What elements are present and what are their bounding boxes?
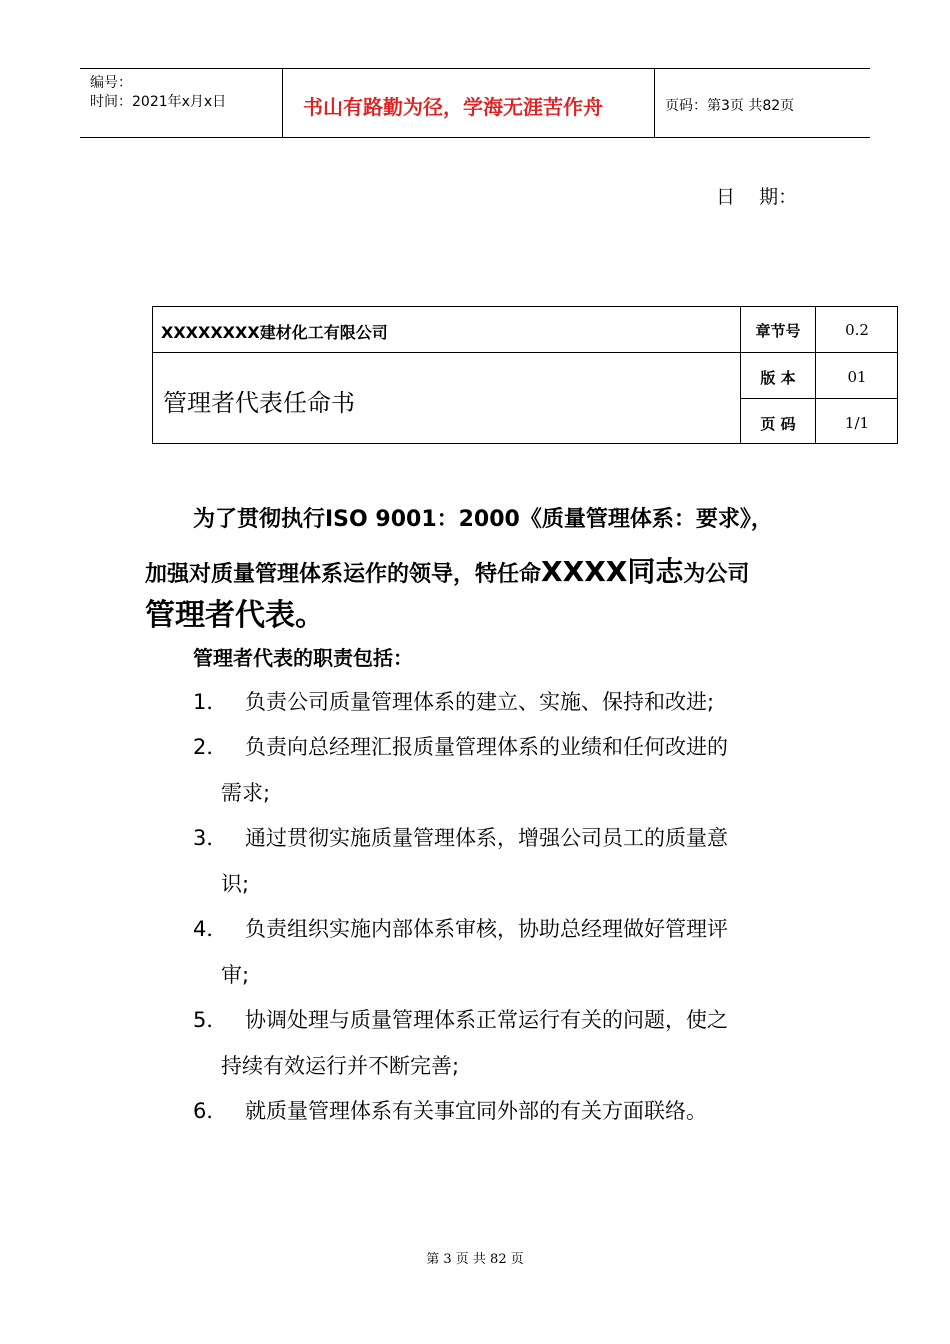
item-text-continued: 识;: [221, 872, 250, 896]
header-motto-cell: [283, 69, 655, 137]
section-value: 0.2: [845, 321, 869, 339]
item-text: 协调处理与质量管理体系正常运行有关的问题，使之: [245, 1008, 728, 1032]
appointee-name: XXXX同志: [541, 555, 684, 588]
time-label: 时间：2021年x月x日: [90, 94, 227, 110]
intro-line-2-a: 加强对质量管理体系运作的领导，特任命: [145, 562, 542, 587]
item-number: 6．: [193, 1099, 228, 1123]
item-text: 负责公司质量管理体系的建立、实施、保持和改进;: [245, 690, 715, 714]
item-text-continued: 审;: [221, 963, 250, 987]
section-label: 章节号: [755, 322, 801, 340]
item-number: 1．: [193, 690, 228, 714]
list-item: [193, 822, 728, 852]
version-label: 版 本: [760, 369, 796, 387]
motto: 书山有路勤为径，学海无涯苦作舟: [303, 95, 603, 119]
item-number: 2．: [193, 735, 228, 759]
date-label: 日 期：: [716, 186, 798, 208]
version-value: 01: [847, 368, 867, 386]
item-text: 负责向总经理汇报质量管理体系的业绩和任何改进的: [245, 735, 728, 759]
company-name: XXXXXXXX建材化工有限公司: [161, 323, 388, 342]
item-text-continued: 持续有效运行并不断完善;: [221, 1054, 460, 1078]
document-title: 管理者代表任命书: [163, 389, 355, 417]
intro-line-3: 管理者代表。: [145, 598, 325, 633]
list-item: [193, 686, 714, 716]
intro-line-1: 为了贯彻执行ISO 9001：2000《质量管理体系：要求》，: [193, 507, 773, 532]
title-table: [152, 306, 898, 444]
responsibilities-heading: 管理者代表的职责包括：: [193, 646, 413, 670]
page-label: 页 码: [760, 415, 796, 433]
list-item: [193, 1095, 707, 1125]
page-footer: 第 3 页 共 82 页: [426, 1252, 524, 1267]
list-item: [193, 1004, 728, 1034]
header-page-cell: [655, 69, 870, 137]
item-text: 就质量管理体系有关事宜同外部的有关方面联络。: [245, 1099, 707, 1123]
header-page-info: 页码：第3页 共82页: [665, 98, 795, 114]
table-divider: [740, 398, 898, 399]
table-divider: [153, 352, 898, 353]
list-item: [193, 731, 728, 761]
page-value: 1/1: [844, 414, 870, 432]
intro-line-2: [145, 550, 749, 590]
number-label: 编号：: [90, 75, 132, 91]
item-number: 5．: [193, 1008, 228, 1032]
item-text: 负责组织实施内部体系审核，协助总经理做好管理评: [245, 917, 728, 941]
header-meta-cell: [80, 69, 283, 137]
item-number: 4．: [193, 917, 228, 941]
intro-line-2-c: 为公司: [683, 562, 750, 587]
item-number: 3．: [193, 826, 228, 850]
item-text: 通过贯彻实施质量管理体系，增强公司员工的质量意: [245, 826, 728, 850]
page-header: [80, 68, 870, 138]
item-text-continued: 需求;: [221, 781, 271, 805]
list-item: [193, 913, 728, 943]
